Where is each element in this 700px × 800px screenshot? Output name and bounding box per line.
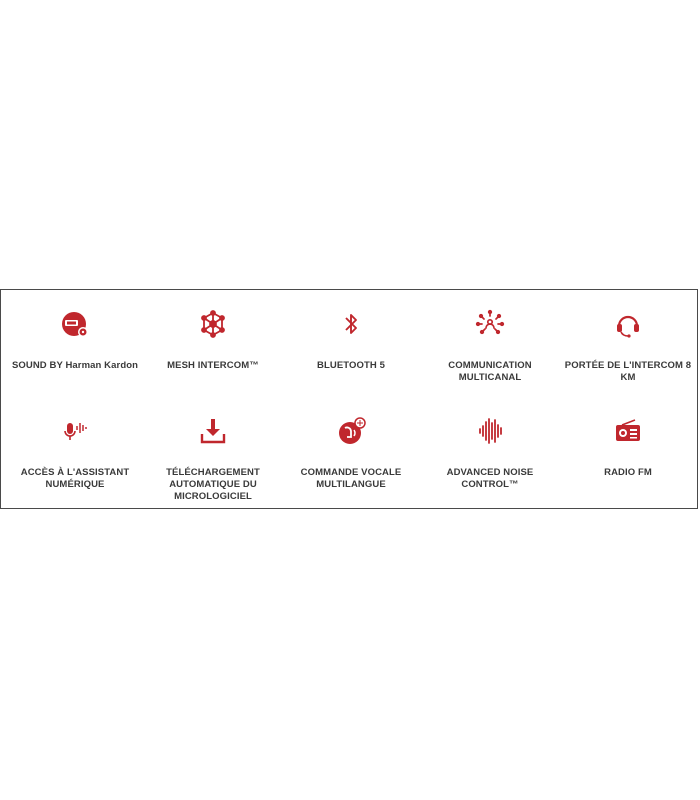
feature-sound (11, 307, 139, 372)
headset-icon (611, 307, 645, 341)
feature-noise-control (426, 414, 554, 491)
feature-label: ADVANCED NOISE CONTROL™ (446, 467, 534, 490)
feature-label: SOUND BY Harman Kardon (11, 360, 139, 371)
feature-label: ACCÈS À L'ASSISTANT NUMÉRIQUE (20, 467, 130, 490)
radio-icon (611, 414, 645, 448)
feature-label: MESH INTERCOM™ (167, 360, 259, 371)
feature-voice-command (287, 414, 415, 491)
feature-fm-radio (564, 414, 692, 479)
feature-firmware-download (149, 414, 277, 503)
feature-label: PORTÉE DE L'INTERCOM 8 KM (564, 360, 692, 383)
multichannel-icon (473, 307, 507, 341)
feature-label: RADIO FM (604, 467, 652, 478)
microphone-voice-icon (58, 414, 92, 448)
sound-wave-icon (473, 414, 507, 448)
feature-mesh-intercom (149, 307, 277, 372)
features-grid (1, 290, 697, 508)
features-panel (0, 289, 698, 509)
feature-label: TÉLÉCHARGEMENT AUTOMATIQUE DU MICROLOGICIEL (166, 467, 260, 502)
feature-bluetooth (287, 307, 415, 372)
speaker-helmet-icon (58, 307, 92, 341)
feature-label: COMMANDE VOCALE MULTILANGUE (300, 467, 402, 490)
feature-multichannel (426, 307, 554, 384)
feature-label: BLUETOOTH 5 (317, 360, 385, 371)
feature-intercom-range (564, 307, 692, 384)
voice-command-icon (334, 414, 368, 448)
feature-label: COMMUNICATION MULTICANAL (448, 360, 532, 383)
bluetooth-icon (334, 307, 368, 341)
download-icon (196, 414, 230, 448)
feature-digital-assistant (11, 414, 139, 491)
mesh-network-icon (196, 307, 230, 341)
